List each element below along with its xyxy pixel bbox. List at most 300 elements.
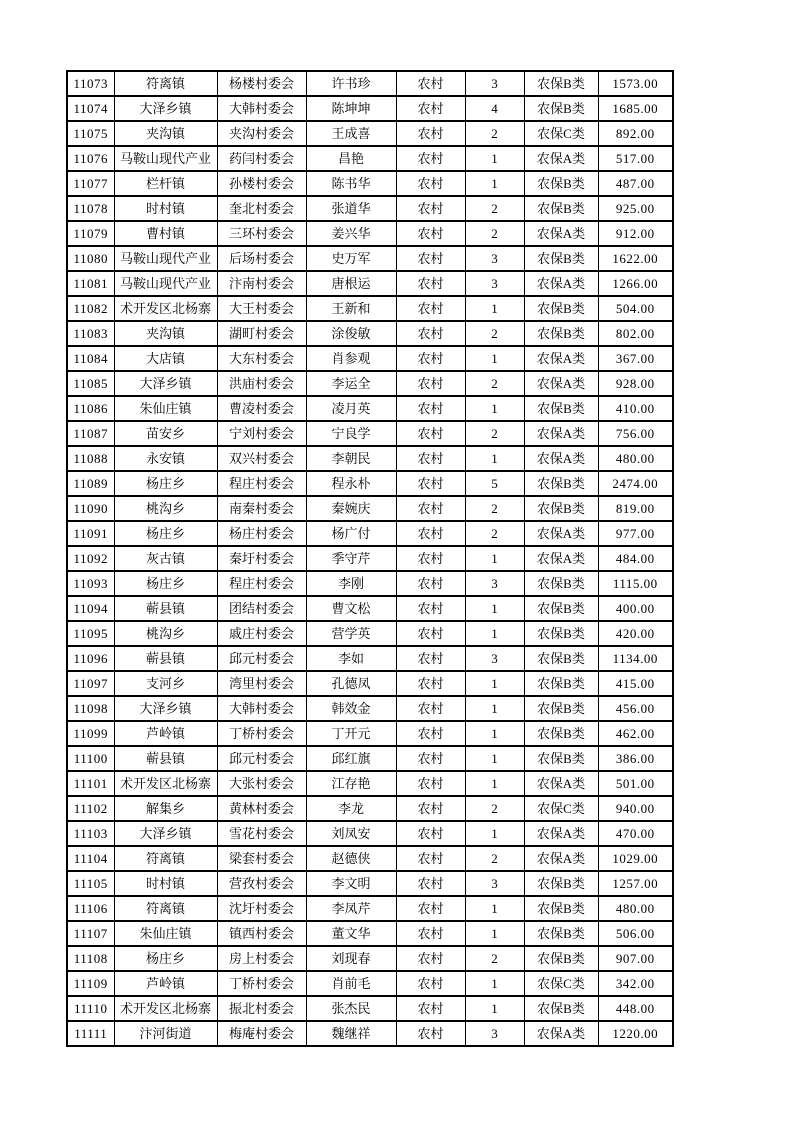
cell-amount: 420.00 xyxy=(598,621,673,646)
cell-person_name: 李文明 xyxy=(306,871,396,896)
cell-village_committee: 程庄村委会 xyxy=(217,471,306,496)
cell-id: 11091 xyxy=(67,521,114,546)
cell-village_committee: 大韩村委会 xyxy=(217,696,306,721)
cell-area_type: 农村 xyxy=(396,971,465,996)
cell-area_type: 农村 xyxy=(396,221,465,246)
cell-count: 1 xyxy=(465,721,524,746)
cell-village_committee: 梅庵村委会 xyxy=(217,1021,306,1046)
cell-id: 11079 xyxy=(67,221,114,246)
cell-count: 3 xyxy=(465,271,524,296)
cell-id: 11074 xyxy=(67,96,114,121)
cell-village_committee: 戚庄村委会 xyxy=(217,621,306,646)
cell-count: 1 xyxy=(465,621,524,646)
cell-id: 11073 xyxy=(67,71,114,96)
table-row xyxy=(67,221,673,246)
cell-area_type: 农村 xyxy=(396,721,465,746)
cell-id: 11089 xyxy=(67,471,114,496)
cell-area_type: 农村 xyxy=(396,371,465,396)
cell-village_committee: 双兴村委会 xyxy=(217,446,306,471)
cell-town: 汴河街道 xyxy=(114,1021,217,1046)
cell-town: 杨庄乡 xyxy=(114,946,217,971)
cell-area_type: 农村 xyxy=(396,821,465,846)
cell-area_type: 农村 xyxy=(396,471,465,496)
cell-count: 1 xyxy=(465,896,524,921)
cell-insurance_category: 农保B类 xyxy=(524,896,598,921)
cell-town: 大泽乡镇 xyxy=(114,821,217,846)
cell-amount: 756.00 xyxy=(598,421,673,446)
table-row xyxy=(67,196,673,221)
cell-amount: 1115.00 xyxy=(598,571,673,596)
table-row xyxy=(67,796,673,821)
cell-count: 2 xyxy=(465,796,524,821)
cell-person_name: 营学英 xyxy=(306,621,396,646)
cell-id: 11103 xyxy=(67,821,114,846)
cell-village_committee: 营孜村委会 xyxy=(217,871,306,896)
cell-village_committee: 丁桥村委会 xyxy=(217,971,306,996)
table-row xyxy=(67,621,673,646)
cell-insurance_category: 农保B类 xyxy=(524,871,598,896)
cell-area_type: 农村 xyxy=(396,646,465,671)
cell-person_name: 秦婉庆 xyxy=(306,496,396,521)
cell-person_name: 邱红旗 xyxy=(306,746,396,771)
cell-village_committee: 后场村委会 xyxy=(217,246,306,271)
cell-id: 11086 xyxy=(67,396,114,421)
cell-id: 11101 xyxy=(67,771,114,796)
cell-village_committee: 南秦村委会 xyxy=(217,496,306,521)
cell-amount: 400.00 xyxy=(598,596,673,621)
cell-amount: 462.00 xyxy=(598,721,673,746)
table-row xyxy=(67,946,673,971)
table-body xyxy=(67,71,673,1046)
cell-town: 栏杆镇 xyxy=(114,171,217,196)
cell-area_type: 农村 xyxy=(396,146,465,171)
cell-count: 2 xyxy=(465,371,524,396)
cell-person_name: 许书珍 xyxy=(306,71,396,96)
cell-id: 11095 xyxy=(67,621,114,646)
cell-village_committee: 大张村委会 xyxy=(217,771,306,796)
cell-insurance_category: 农保A类 xyxy=(524,371,598,396)
cell-village_committee: 汴南村委会 xyxy=(217,271,306,296)
cell-amount: 1220.00 xyxy=(598,1021,673,1046)
cell-insurance_category: 农保B类 xyxy=(524,671,598,696)
cell-person_name: 王成喜 xyxy=(306,121,396,146)
cell-town: 术开发区北杨寨 xyxy=(114,296,217,321)
cell-village_committee: 振北村委会 xyxy=(217,996,306,1021)
cell-person_name: 杨广付 xyxy=(306,521,396,546)
cell-insurance_category: 农保A类 xyxy=(524,421,598,446)
cell-amount: 410.00 xyxy=(598,396,673,421)
cell-town: 芦岭镇 xyxy=(114,971,217,996)
cell-town: 大店镇 xyxy=(114,346,217,371)
cell-person_name: 董文华 xyxy=(306,921,396,946)
table-row xyxy=(67,346,673,371)
cell-insurance_category: 农保B类 xyxy=(524,296,598,321)
cell-area_type: 农村 xyxy=(396,346,465,371)
cell-person_name: 凌月英 xyxy=(306,396,396,421)
cell-count: 4 xyxy=(465,96,524,121)
cell-insurance_category: 农保B类 xyxy=(524,321,598,346)
cell-count: 1 xyxy=(465,596,524,621)
cell-town: 苗安乡 xyxy=(114,421,217,446)
cell-person_name: 季守芹 xyxy=(306,546,396,571)
cell-insurance_category: 农保A类 xyxy=(524,821,598,846)
cell-village_committee: 大王村委会 xyxy=(217,296,306,321)
cell-town: 蕲县镇 xyxy=(114,596,217,621)
cell-town: 时村镇 xyxy=(114,196,217,221)
cell-amount: 504.00 xyxy=(598,296,673,321)
cell-village_committee: 大韩村委会 xyxy=(217,96,306,121)
cell-id: 11097 xyxy=(67,671,114,696)
cell-area_type: 农村 xyxy=(396,71,465,96)
cell-village_committee: 邱元村委会 xyxy=(217,746,306,771)
cell-insurance_category: 农保B类 xyxy=(524,996,598,1021)
cell-person_name: 唐根运 xyxy=(306,271,396,296)
cell-count: 1 xyxy=(465,771,524,796)
table-row xyxy=(67,146,673,171)
cell-person_name: 赵德侠 xyxy=(306,846,396,871)
cell-area_type: 农村 xyxy=(396,421,465,446)
table-row xyxy=(67,446,673,471)
cell-amount: 2474.00 xyxy=(598,471,673,496)
table-row xyxy=(67,96,673,121)
cell-person_name: 李刚 xyxy=(306,571,396,596)
cell-town: 夹沟镇 xyxy=(114,321,217,346)
cell-count: 3 xyxy=(465,1021,524,1046)
cell-id: 11083 xyxy=(67,321,114,346)
cell-count: 1 xyxy=(465,171,524,196)
cell-count: 1 xyxy=(465,921,524,946)
cell-id: 11075 xyxy=(67,121,114,146)
cell-person_name: 李如 xyxy=(306,646,396,671)
table-row xyxy=(67,321,673,346)
cell-person_name: 史万军 xyxy=(306,246,396,271)
cell-area_type: 农村 xyxy=(396,246,465,271)
cell-area_type: 农村 xyxy=(396,571,465,596)
table-row xyxy=(67,546,673,571)
table-row xyxy=(67,421,673,446)
cell-count: 3 xyxy=(465,871,524,896)
cell-count: 1 xyxy=(465,146,524,171)
cell-amount: 517.00 xyxy=(598,146,673,171)
cell-town: 支河乡 xyxy=(114,671,217,696)
cell-count: 2 xyxy=(465,196,524,221)
cell-area_type: 农村 xyxy=(396,521,465,546)
cell-amount: 456.00 xyxy=(598,696,673,721)
cell-insurance_category: 农保B类 xyxy=(524,71,598,96)
cell-id: 11087 xyxy=(67,421,114,446)
cell-id: 11077 xyxy=(67,171,114,196)
table-row xyxy=(67,896,673,921)
cell-town: 桃沟乡 xyxy=(114,496,217,521)
cell-person_name: 丁开元 xyxy=(306,721,396,746)
cell-amount: 892.00 xyxy=(598,121,673,146)
cell-insurance_category: 农保A类 xyxy=(524,846,598,871)
cell-id: 11090 xyxy=(67,496,114,521)
cell-insurance_category: 农保B类 xyxy=(524,646,598,671)
cell-insurance_category: 农保A类 xyxy=(524,271,598,296)
cell-id: 11088 xyxy=(67,446,114,471)
cell-amount: 940.00 xyxy=(598,796,673,821)
cell-person_name: 韩效金 xyxy=(306,696,396,721)
cell-insurance_category: 农保B类 xyxy=(524,246,598,271)
cell-count: 2 xyxy=(465,946,524,971)
cell-count: 3 xyxy=(465,646,524,671)
cell-village_committee: 丁桥村委会 xyxy=(217,721,306,746)
cell-area_type: 农村 xyxy=(396,671,465,696)
table-row xyxy=(67,671,673,696)
cell-area_type: 农村 xyxy=(396,1021,465,1046)
cell-insurance_category: 农保B类 xyxy=(524,96,598,121)
cell-town: 符离镇 xyxy=(114,71,217,96)
cell-count: 3 xyxy=(465,246,524,271)
cell-area_type: 农村 xyxy=(396,871,465,896)
cell-count: 1 xyxy=(465,546,524,571)
cell-amount: 386.00 xyxy=(598,746,673,771)
cell-person_name: 李朝民 xyxy=(306,446,396,471)
cell-town: 大泽乡镇 xyxy=(114,96,217,121)
cell-id: 11080 xyxy=(67,246,114,271)
cell-town: 灰古镇 xyxy=(114,546,217,571)
table-row xyxy=(67,996,673,1021)
cell-insurance_category: 农保A类 xyxy=(524,546,598,571)
cell-count: 2 xyxy=(465,521,524,546)
cell-town: 桃沟乡 xyxy=(114,621,217,646)
table-row xyxy=(67,596,673,621)
table-row xyxy=(67,871,673,896)
cell-village_committee: 夹沟村委会 xyxy=(217,121,306,146)
cell-insurance_category: 农保C类 xyxy=(524,971,598,996)
cell-id: 11102 xyxy=(67,796,114,821)
cell-town: 杨庄乡 xyxy=(114,471,217,496)
table-row xyxy=(67,921,673,946)
cell-id: 11093 xyxy=(67,571,114,596)
cell-id: 11110 xyxy=(67,996,114,1021)
cell-count: 1 xyxy=(465,446,524,471)
cell-id: 11108 xyxy=(67,946,114,971)
cell-count: 1 xyxy=(465,396,524,421)
cell-village_committee: 奎北村委会 xyxy=(217,196,306,221)
cell-area_type: 农村 xyxy=(396,196,465,221)
cell-count: 1 xyxy=(465,996,524,1021)
cell-amount: 819.00 xyxy=(598,496,673,521)
cell-count: 3 xyxy=(465,71,524,96)
cell-area_type: 农村 xyxy=(396,921,465,946)
cell-person_name: 孔德凤 xyxy=(306,671,396,696)
table-row xyxy=(67,296,673,321)
cell-area_type: 农村 xyxy=(396,121,465,146)
cell-id: 11107 xyxy=(67,921,114,946)
cell-count: 2 xyxy=(465,421,524,446)
table-row xyxy=(67,721,673,746)
cell-area_type: 农村 xyxy=(396,271,465,296)
cell-id: 11082 xyxy=(67,296,114,321)
cell-count: 1 xyxy=(465,296,524,321)
cell-area_type: 农村 xyxy=(396,846,465,871)
cell-village_committee: 宁刘村委会 xyxy=(217,421,306,446)
cell-area_type: 农村 xyxy=(396,896,465,921)
cell-person_name: 李凤芹 xyxy=(306,896,396,921)
table-row xyxy=(67,246,673,271)
cell-person_name: 李龙 xyxy=(306,796,396,821)
cell-town: 大泽乡镇 xyxy=(114,696,217,721)
cell-person_name: 姜兴华 xyxy=(306,221,396,246)
cell-amount: 1573.00 xyxy=(598,71,673,96)
cell-insurance_category: 农保B类 xyxy=(524,621,598,646)
cell-count: 2 xyxy=(465,321,524,346)
cell-village_committee: 杨庄村委会 xyxy=(217,521,306,546)
cell-id: 11094 xyxy=(67,596,114,621)
cell-count: 5 xyxy=(465,471,524,496)
cell-id: 11099 xyxy=(67,721,114,746)
cell-insurance_category: 农保A类 xyxy=(524,221,598,246)
cell-village_committee: 梁套村委会 xyxy=(217,846,306,871)
cell-area_type: 农村 xyxy=(396,446,465,471)
table-row xyxy=(67,696,673,721)
cell-amount: 501.00 xyxy=(598,771,673,796)
cell-count: 2 xyxy=(465,121,524,146)
cell-town: 夹沟镇 xyxy=(114,121,217,146)
cell-insurance_category: 农保A类 xyxy=(524,521,598,546)
table-row xyxy=(67,771,673,796)
cell-person_name: 曹文松 xyxy=(306,596,396,621)
cell-village_committee: 洪庙村委会 xyxy=(217,371,306,396)
cell-village_committee: 雪花村委会 xyxy=(217,821,306,846)
cell-town: 符离镇 xyxy=(114,896,217,921)
cell-count: 1 xyxy=(465,696,524,721)
records-table xyxy=(66,70,674,1047)
cell-amount: 925.00 xyxy=(598,196,673,221)
cell-id: 11076 xyxy=(67,146,114,171)
cell-count: 2 xyxy=(465,496,524,521)
cell-person_name: 江存艳 xyxy=(306,771,396,796)
cell-person_name: 昌艳 xyxy=(306,146,396,171)
table-row xyxy=(67,971,673,996)
cell-insurance_category: 农保A类 xyxy=(524,446,598,471)
cell-count: 2 xyxy=(465,221,524,246)
cell-town: 大泽乡镇 xyxy=(114,371,217,396)
cell-id: 11081 xyxy=(67,271,114,296)
cell-id: 11109 xyxy=(67,971,114,996)
cell-person_name: 程永朴 xyxy=(306,471,396,496)
cell-village_committee: 曹凌村委会 xyxy=(217,396,306,421)
cell-area_type: 农村 xyxy=(396,321,465,346)
cell-insurance_category: 农保A类 xyxy=(524,771,598,796)
cell-amount: 415.00 xyxy=(598,671,673,696)
cell-town: 蕲县镇 xyxy=(114,646,217,671)
table-row xyxy=(67,746,673,771)
cell-person_name: 张道华 xyxy=(306,196,396,221)
cell-village_committee: 药闫村委会 xyxy=(217,146,306,171)
cell-insurance_category: 农保B类 xyxy=(524,196,598,221)
table-row xyxy=(67,1021,673,1046)
cell-person_name: 涂俊敏 xyxy=(306,321,396,346)
cell-town: 术开发区北杨寨 xyxy=(114,771,217,796)
cell-insurance_category: 农保B类 xyxy=(524,171,598,196)
cell-village_committee: 黄林村委会 xyxy=(217,796,306,821)
cell-count: 1 xyxy=(465,746,524,771)
cell-person_name: 肖前毛 xyxy=(306,971,396,996)
cell-area_type: 农村 xyxy=(396,171,465,196)
cell-insurance_category: 农保A类 xyxy=(524,346,598,371)
cell-amount: 367.00 xyxy=(598,346,673,371)
cell-area_type: 农村 xyxy=(396,746,465,771)
cell-town: 马鞍山现代产业 xyxy=(114,146,217,171)
cell-town: 马鞍山现代产业 xyxy=(114,246,217,271)
cell-village_committee: 沈圩村委会 xyxy=(217,896,306,921)
cell-amount: 802.00 xyxy=(598,321,673,346)
table-row xyxy=(67,496,673,521)
cell-insurance_category: 农保B类 xyxy=(524,396,598,421)
cell-id: 11092 xyxy=(67,546,114,571)
table-row xyxy=(67,121,673,146)
cell-area_type: 农村 xyxy=(396,996,465,1021)
cell-area_type: 农村 xyxy=(396,546,465,571)
cell-amount: 484.00 xyxy=(598,546,673,571)
cell-amount: 480.00 xyxy=(598,446,673,471)
cell-id: 11098 xyxy=(67,696,114,721)
cell-count: 1 xyxy=(465,971,524,996)
cell-village_committee: 秦圩村委会 xyxy=(217,546,306,571)
cell-insurance_category: 农保B类 xyxy=(524,721,598,746)
cell-amount: 912.00 xyxy=(598,221,673,246)
cell-person_name: 刘现春 xyxy=(306,946,396,971)
cell-amount: 907.00 xyxy=(598,946,673,971)
cell-area_type: 农村 xyxy=(396,946,465,971)
cell-village_committee: 程庄村委会 xyxy=(217,571,306,596)
cell-town: 时村镇 xyxy=(114,871,217,896)
cell-town: 解集乡 xyxy=(114,796,217,821)
table-row xyxy=(67,271,673,296)
cell-person_name: 陈书华 xyxy=(306,171,396,196)
cell-area_type: 农村 xyxy=(396,796,465,821)
cell-insurance_category: 农保B类 xyxy=(524,496,598,521)
cell-count: 3 xyxy=(465,571,524,596)
cell-amount: 487.00 xyxy=(598,171,673,196)
cell-amount: 1134.00 xyxy=(598,646,673,671)
cell-area_type: 农村 xyxy=(396,596,465,621)
table-row xyxy=(67,571,673,596)
cell-insurance_category: 农保A类 xyxy=(524,146,598,171)
cell-id: 11100 xyxy=(67,746,114,771)
cell-count: 1 xyxy=(465,346,524,371)
cell-town: 马鞍山现代产业 xyxy=(114,271,217,296)
cell-village_committee: 三环村委会 xyxy=(217,221,306,246)
table-row xyxy=(67,471,673,496)
cell-insurance_category: 农保B类 xyxy=(524,596,598,621)
cell-town: 杨庄乡 xyxy=(114,571,217,596)
cell-count: 1 xyxy=(465,821,524,846)
cell-village_committee: 湾里村委会 xyxy=(217,671,306,696)
table-row xyxy=(67,846,673,871)
cell-village_committee: 团结村委会 xyxy=(217,596,306,621)
cell-town: 芦岭镇 xyxy=(114,721,217,746)
cell-amount: 1622.00 xyxy=(598,246,673,271)
cell-count: 1 xyxy=(465,671,524,696)
cell-id: 11106 xyxy=(67,896,114,921)
cell-village_committee: 孙楼村委会 xyxy=(217,171,306,196)
cell-insurance_category: 农保B类 xyxy=(524,471,598,496)
cell-id: 11111 xyxy=(67,1021,114,1046)
cell-amount: 1266.00 xyxy=(598,271,673,296)
cell-amount: 448.00 xyxy=(598,996,673,1021)
cell-id: 11085 xyxy=(67,371,114,396)
cell-amount: 1685.00 xyxy=(598,96,673,121)
cell-insurance_category: 农保B类 xyxy=(524,946,598,971)
cell-id: 11078 xyxy=(67,196,114,221)
cell-area_type: 农村 xyxy=(396,496,465,521)
cell-person_name: 陈坤坤 xyxy=(306,96,396,121)
cell-amount: 470.00 xyxy=(598,821,673,846)
